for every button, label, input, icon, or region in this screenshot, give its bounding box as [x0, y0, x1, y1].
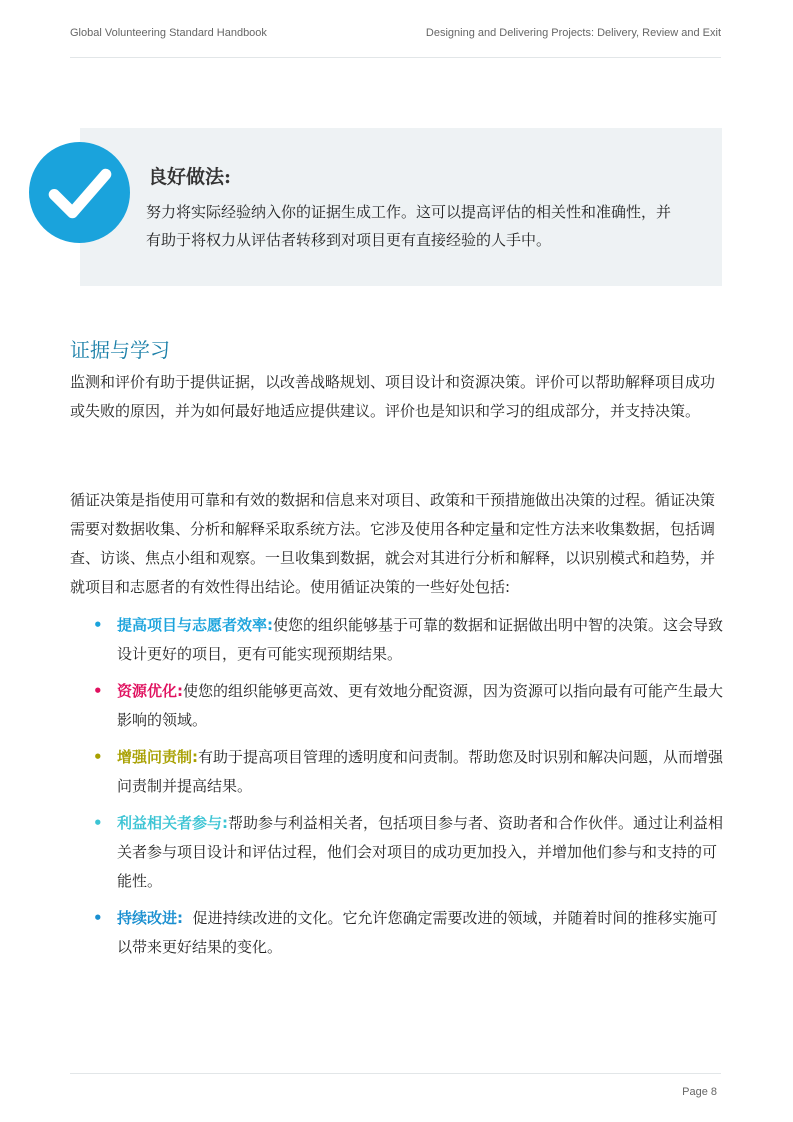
header-chapter-title: Designing and Delivering Projects: Delivery, Review and Exit: [425, 27, 721, 39]
bullet-dot: •: [93, 616, 103, 634]
checkmark-circle-icon: [29, 142, 130, 243]
list-item-term: 提高项目与志愿者效率:: [117, 616, 273, 634]
list-item-term: 持续改进:: [117, 909, 183, 927]
list-item: [70, 809, 730, 896]
list-item-text: 帮助参与利益相关者，包括项目参与者、资助者和合作伙伴。通过让利益相关者参与项目设计和评估过程，他们会对项目的成功更加投入，并增加他们参与和支持的可能性。: [117, 814, 724, 890]
bullet-dot: •: [93, 682, 103, 700]
good-practice-title: 良好做法:: [148, 166, 232, 188]
bullet-dot: •: [93, 748, 103, 766]
bullet-dot: •: [93, 909, 103, 927]
paragraph-1: 监测和评价有助于提供证据，以改善战略规划、项目设计和资源决策。评价可以帮助解释项目成功或失败的原因，并为如何最好地适应提供建议。评价也是知识和学习的组成部分，并支持决策。: [70, 373, 716, 420]
page-number: Page 8: [682, 1086, 717, 1098]
list-item: [70, 611, 730, 669]
list-item-text: 有助于提高项目管理的透明度和问责制。帮助您及时识别和解决问题，从而增强问责制并提高结果。: [117, 748, 724, 795]
header-document-title: Global Volunteering Standard Handbook: [70, 27, 267, 39]
paragraph-2: 循证决策是指使用可靠和有效的数据和信息来对项目、政策和干预措施做出决策的过程。循证决策需要对数据收集、分析和解释采取系统方法。它涉及使用各种定量和定性方法来收集数据，包括调查、访谈、焦点小组和观察。一旦收集到数据，就会对其进行分析和解释，以识别模式和趋势，并就项目和志愿者的有效性得出结论。使用循证决策的一些好处包括:: [70, 491, 716, 596]
good-practice-text: 努力将实际经验纳入你的证据生成工作。这可以提高评估的相关性和准确性，并有助于将权力从评估者转移到对项目更有直接经验的人手中。: [146, 203, 672, 249]
list-item-text: 使您的组织能够更高效、更有效地分配资源，因为资源可以指向最有可能产生最大影响的领域。: [117, 682, 724, 729]
list-item-term: 利益相关者参与:: [117, 814, 228, 832]
benefits-list: [70, 611, 730, 970]
bullet-dot: •: [93, 814, 103, 832]
section-heading: 证据与学习: [70, 338, 170, 362]
list-item-term: 增强问责制:: [117, 748, 198, 766]
footer-divider: [70, 1073, 721, 1074]
list-item: [70, 904, 730, 962]
list-item: [70, 677, 730, 735]
list-item-term: 资源优化:: [117, 682, 183, 700]
page-header: [70, 27, 721, 58]
list-item-text: 促进持续改进的文化。它允许您确定需要改进的领域，并随着时间的推移实施可以带来更好结果的变化。: [117, 909, 718, 956]
list-item: [70, 743, 730, 801]
list-item-text: 使您的组织能够基于可靠的数据和证据做出明中智的决策。这会导致设计更好的项目，更有可能实现预期结果。: [117, 616, 724, 663]
